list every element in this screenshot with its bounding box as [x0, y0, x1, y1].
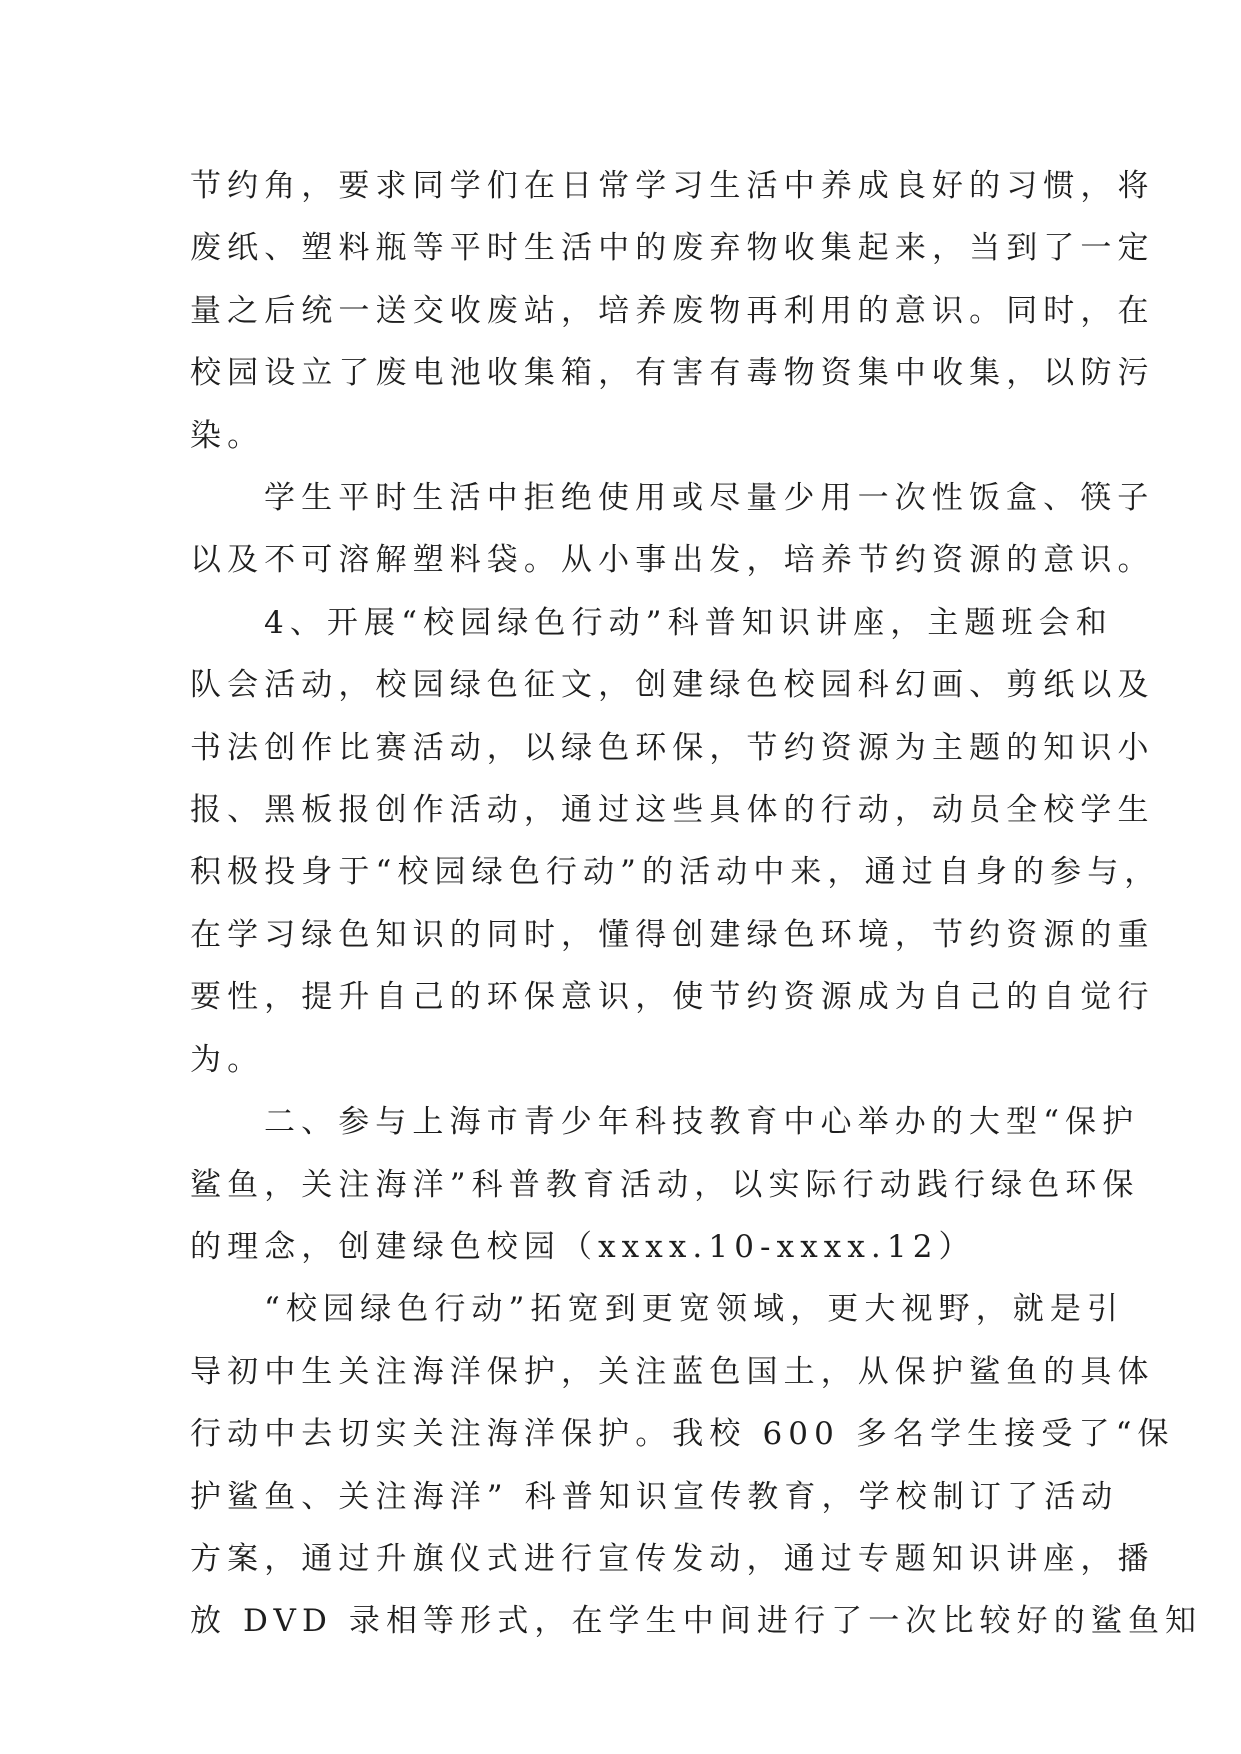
text-line: 量之后统一送交收废站，培养废物再利用的意识。同时，在	[190, 292, 1155, 329]
text-line: 导初中生关注海洋保护，关注蓝色国土，从保护鲨鱼的具体	[190, 1353, 1155, 1390]
text-line: 的理念，创建绿色校园（xxxx.10-xxxx.12）	[190, 1228, 976, 1265]
text-line: 积极投身于“校园绿色行动”的活动中来，通过自身的参与，	[190, 854, 1162, 891]
text-line: 方案，通过升旗仪式进行宣传发动，通过专题知识讲座，播	[190, 1540, 1155, 1577]
paragraph-shark-protection	[190, 1278, 1203, 1652]
paragraph-section-two-heading	[190, 1091, 1140, 1278]
text-line: “校园绿色行动”拓宽到更宽领域，更大视野，就是引	[264, 1291, 1125, 1328]
text-line: 行动中去切实关注海洋保护。我校 600 多名学生接受了“保	[190, 1416, 1175, 1453]
paragraph-disposable-items	[190, 467, 1155, 592]
text-line: 在学习绿色知识的同时，懂得创建绿色环境，节约资源的重	[190, 916, 1155, 953]
text-line: 废纸、塑料瓶等平时生活中的废弃物收集起来，当到了一定	[190, 230, 1155, 267]
text-line: 为。	[190, 1041, 265, 1078]
text-line: 以及不可溶解塑料袋。从小事出发，培养节约资源的意识。	[190, 542, 1155, 579]
text-line: 4、开展“校园绿色行动”科普知识讲座，主题班会和	[264, 604, 1113, 641]
text-line: 染。	[190, 417, 265, 454]
text-line: 节约角，要求同学们在日常学习生活中养成良好的习惯，将	[190, 168, 1155, 204]
text-line: 二、参与上海市青少年科技教育中心举办的大型“保护	[264, 1104, 1140, 1141]
text-line: 报、黑板报创作活动，通过这些具体的行动，动员全校学生	[190, 792, 1155, 829]
text-line: 学生平时生活中拒绝使用或尽量少用一次性饭盒、筷子	[264, 480, 1155, 517]
text-line: 放 DVD 录相等形式，在学生中间进行了一次比较好的鲨鱼知	[190, 1603, 1203, 1640]
paragraph-green-action-activities	[190, 592, 1162, 1091]
text-line: 要性，提升自己的环保意识，使节约资源成为自己的自觉行	[190, 979, 1155, 1016]
text-line: 鲨鱼，关注海洋”科普教育活动，以实际行动践行绿色环保	[190, 1166, 1140, 1203]
text-line: 队会活动，校园绿色征文，创建绿色校园科幻画、剪纸以及	[190, 667, 1155, 704]
document-body	[190, 155, 1203, 1653]
text-line: 护鲨鱼、关注海洋” 科普知识宣传教育，学校制订了活动	[190, 1478, 1119, 1515]
text-line: 校园设立了废电池收集箱，有害有毒物资集中收集，以防污	[190, 355, 1155, 392]
text-line: 书法创作比赛活动，以绿色环保，节约资源为主题的知识小	[190, 729, 1155, 766]
paragraph-recycling-corner	[190, 155, 1155, 467]
